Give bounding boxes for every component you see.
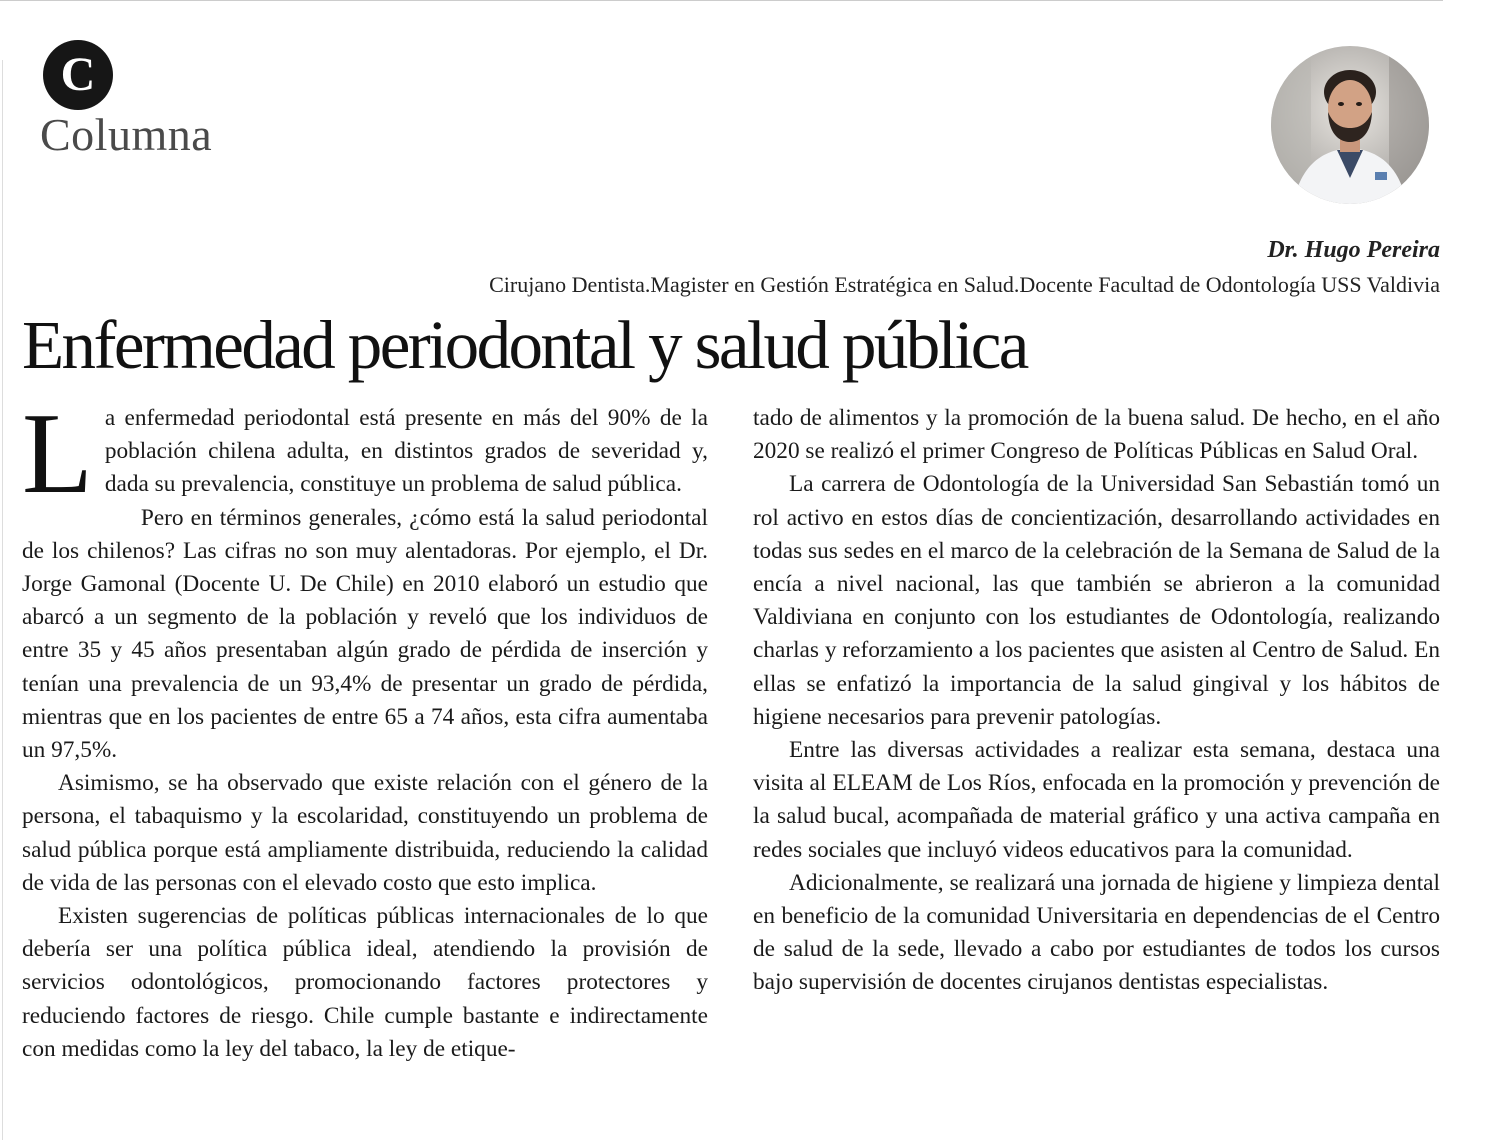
- article-column-left: [22, 390, 708, 1066]
- top-rule: [0, 0, 1443, 1]
- author-name: Dr. Hugo Pereira: [1267, 237, 1440, 263]
- article-column-right: [753, 402, 1440, 1000]
- author-portrait-icon: [1271, 46, 1429, 204]
- article-paragraph: La carrera de Odontología de la Universidad San Sebastián tomó un rol activo en estos días de concientización, desarrollando actividades en todas sus sedes en el marco de la celebración de la Semana de Salud de la encía a nivel nacional, las que también se abrieron a la comunidad Valdiviana en conjunto con los estudiantes de Odontología, realizando charlas y reforzamiento a los pacientes que asisten al Centro de Salud. En ellas se enfatizó la importancia de la salud gingival y los hábitos de higiene necesarios para prevenir patologías.: [753, 471, 1440, 730]
- article-paragraph: La enfermedad periodontal está presente en más del 90% de la población chilena adulta, en distintos grados de severidad y, dada su prevalencia, constituye un problema de salud pública.: [22, 390, 708, 518]
- article-paragraph: Entre las diversas actividades a realizar esta semana, destaca una visita al ELEAM de Los Ríos, enfocada en la promoción y prevención de la salud bucal, acompañada de material gráfico y una activa campaña en redes sociales que incluyó videos educativos para la comunidad.: [753, 737, 1440, 863]
- article-paragraph: Pero en términos generales, ¿cómo está la salud periodontal de los chilenos? Las cifras no son muy alentadoras. Por ejemplo, el Dr. Jorge Gamonal (Docente U. De Chile) en 2010 elaboró un estudio que abarcó a un segmento de la población y reveló que los individuos de entre 35 y 45 años presentaban algún grado de pérdida de inserción y tenían una prevalencia de un 93,4% de presentar un grado de pérdida, mientras que en los pacientes de entre 65 a 74 años, esta cifra aumentaba un 97,5%.: [22, 504, 708, 764]
- article-paragraph: Adicionalmente, se realizará una jornada de higiene y limpieza dental en beneficio de la comunidad Universitaria en dependencias de el Centro de salud de la sede, llevado a cabo por estudiantes de todos los cursos bajo supervisión de docentes cirujanos dentistas especialistas.: [753, 869, 1440, 996]
- section-label: Columna: [40, 109, 213, 160]
- headline: Enfermedad periodontal y salud pública: [22, 307, 1027, 383]
- left-rule: [2, 60, 3, 1140]
- article-paragraph: Asimismo, se ha observado que existe relación con el género de la persona, el tabaquismo y la escolaridad, constituyendo un problema de salud pública porque está ampliamente distribuida, reduciendo la calidad de vida de las personas con el elevado costo que esto implica.: [22, 770, 708, 896]
- article-paragraph: tado de alimentos y la promoción de la buena salud. De hecho, en el año 2020 se realizó el primer Congreso de Políticas Públicas en Salud Oral.: [753, 405, 1440, 465]
- article-paragraph: Existen sugerencias de políticas públicas internacionales de lo que debería ser una política pública ideal, atendiendo la provisión de servicios odontológicos, promocionando factores protectores y reduciendo factores de riesgo. Chile cumple bastante e indirectamente con medidas como la ley del tabaco, la ley de etique-: [22, 903, 708, 1062]
- author-title: Cirujano Dentista.Magister en Gestión Estratégica en Salud.Docente Facultad de Odontología USS Valdivia: [489, 272, 1440, 297]
- section-badge: C: [43, 40, 113, 110]
- dropcap: L: [22, 390, 93, 518]
